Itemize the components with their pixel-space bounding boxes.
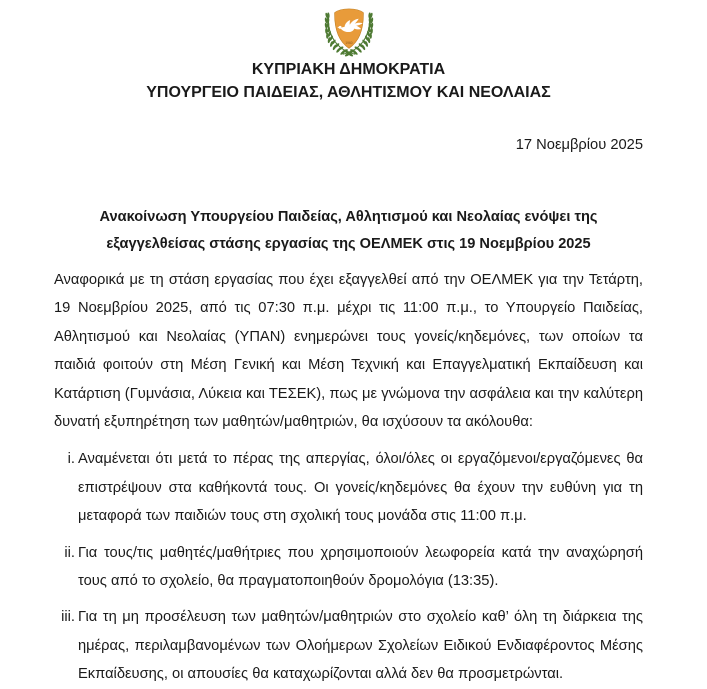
list-item-marker: ii. xyxy=(64,544,75,561)
intro-paragraph: Αναφορικά με τη στάση εργασίας που έχει εξαγγελθεί από την ΟΕΛΜΕΚ για την Τετάρτη, 19 Νοεμβρίου 2025, από τις 07:30 π.μ. μέχρι τις 11:00 π.μ., το Υπουργείο Παιδείας, Αθλητισμού και Νεολαίας (ΥΠΑΝ) ενημερώνει τους γονείς/κηδεμόνες, των οποίων τα παιδιά φοιτούν στη Μέση Γενική και Μέση Τεχνική και Επαγγελματική Εκπαίδευση και Κατάρτιση (Γυμνάσια, Λύκεια και ΤΕΣΕΚ), πως με γνώμονα την ασφάλεια και την καλύτερη δυνατή εξυπηρέτηση των μαθητών/μαθητριών, θα ισχύσουν τα ακόλουθα: xyxy=(54,272,643,431)
list-item xyxy=(54,603,643,688)
cyprus-coat-of-arms-icon xyxy=(320,5,378,57)
emblem-year: 1960 xyxy=(344,41,353,46)
document-date: 17 Νοεμβρίου 2025 xyxy=(515,137,643,153)
list-item-text: Αναμένεται ότι μετά το πέρας της απεργίας, όλοι/όλες οι εργαζόμενοι/εργαζόμενες θα επιστρέψουν στα καθήκοντά τους. Οι γονείς/κηδεμόνες θα έχουν την ευθύνη για τη μεταφορά των παιδιών τους στη σχολική τους μονάδα στις 11:00 π.μ. xyxy=(78,451,643,525)
provisions-list xyxy=(54,445,643,688)
list-item xyxy=(54,539,643,596)
list-item-marker: iii. xyxy=(61,609,75,626)
list-item-text: Για τη μη προσέλευση των μαθητών/μαθητριών στο σχολείο καθ’ όλη τη διάρκεια της ημέρας, περιλαμβανομένων των Ολοήμερων Σχολείων Ειδικού Ενδιαφέροντος Μέσης Εκπαίδευσης, οι απουσίες θα καταχωρίζονται αλλά δεν θα προσμετρώνται. xyxy=(78,609,643,683)
ministry-name: ΥΠΟΥΡΓΕΙΟ ΠΑΙΔΕΙΑΣ, ΑΘΛΗΤΙΣΜΟΥ ΚΑΙ ΝΕΟΛΑΙΑΣ xyxy=(146,84,551,101)
letterhead xyxy=(54,58,643,104)
list-item-text: Για τους/τις μαθητές/μαθήτριες που χρησιμοποιούν λεωφορεία κατά την αναχώρησή τους από το σχολείο, θα πραγματοποιηθούν δρομολόγια (13:35). xyxy=(78,544,643,590)
list-item xyxy=(54,445,643,530)
republic-name: ΚΥΠΡΙΑΚΗ ΔΗΜΟΚΡΑΤΙΑ xyxy=(251,61,446,78)
list-item-marker: i. xyxy=(67,451,75,468)
announcement-title: Ανακοίνωση Υπουργείου Παιδείας, Αθλητισμού και Νεολαίας ενόψει της εξαγγελθείσας στάσης εργασίας της ΟΕΛΜΕΚ στις 19 Νοεμβρίου 2025 xyxy=(99,209,598,252)
